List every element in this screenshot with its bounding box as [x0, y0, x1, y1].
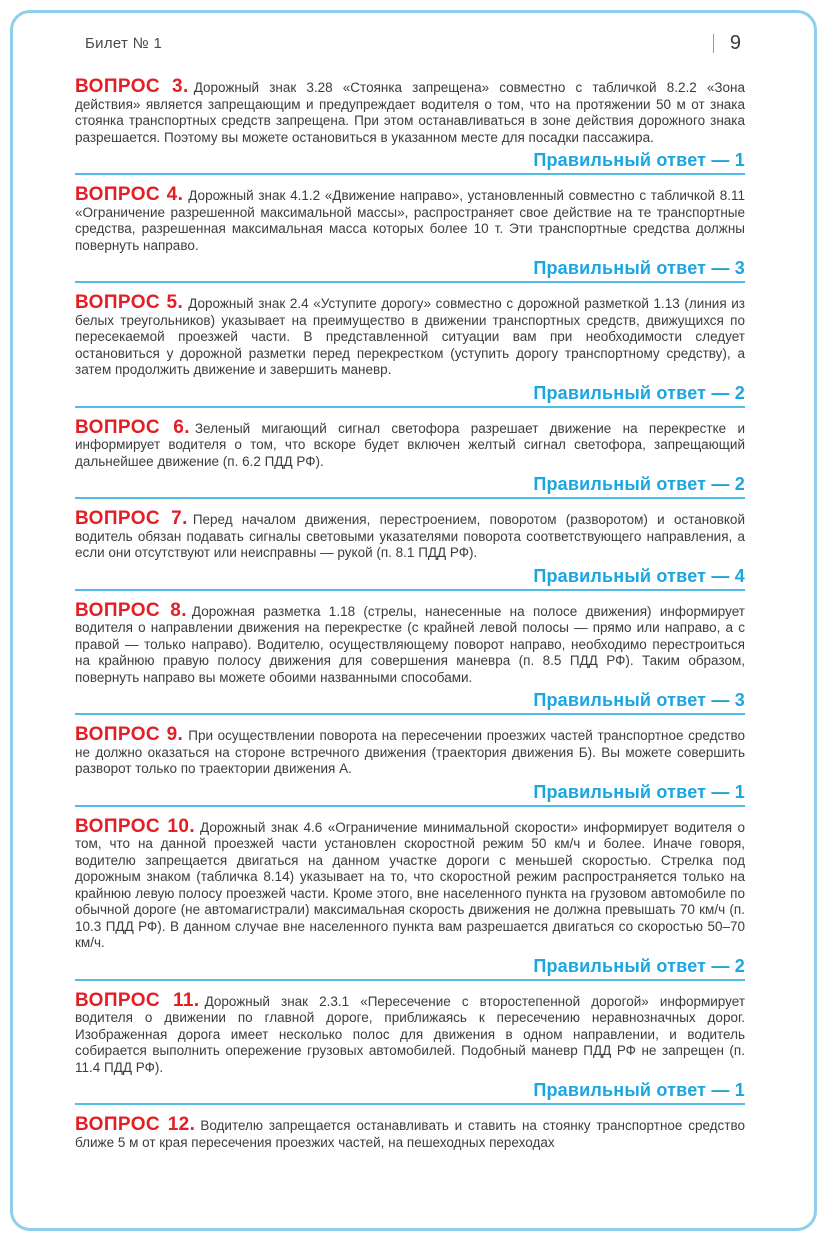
page-number-group [713, 32, 741, 55]
question-paragraph [75, 989, 745, 1077]
question-text: Дорожный знак 2.4 «Уступите дорогу» совместно с дорожной разметкой 1.13 (линия из белых треугольников) указывает на преимущество в движении транспортных средств, движущихся по пересекаемой проезжей части. В представленной ситуации вам при необходимости следует остановиться у дорожной разметки перед перекрестком (уступить дорогу транспортному средству), а затем продолжить движение и завершить маневр. [75, 296, 745, 377]
question-label: ВОПРОС 12. [75, 1114, 196, 1135]
page-number-divider [713, 34, 714, 53]
question-text: При осуществлении поворота на пересечении проезжих частей транспортное средство не должно оказаться на стороне встречного движения (траектория движения Б). Вы можете совершить разворот только по траектории движения А. [75, 728, 745, 776]
question-block [75, 599, 745, 716]
question-text: Дорожная разметка 1.18 (стрелы, нанесенные на полосе движения) информирует водителя о направлении движения на перекрестке (с крайней левой полосы — прямо или направо, а с правой — только направо). Водителю, осуществляющему поворот направо, необходимо перестроиться на крайнюю правую полосу движения для совершения маневра (п. 8.5 ПДД РФ). Таким образом, повернуть направо вы можете обоими названными способами. [75, 603, 745, 685]
question-label: ВОПРОС 6. [75, 416, 190, 438]
question-block [75, 1114, 746, 1151]
question-text: Перед началом движения, перестроением, поворотом (разворотом) и остановкой водитель обязан подавать сигналы световыми указателями поворота соответствующего направления, а если они отсутствуют или неисправны — рукой (п. 8.1 ПДД РФ). [75, 512, 745, 560]
answer-line: Правильный ответ — 2 [533, 474, 745, 494]
page-number: 9 [729, 32, 741, 54]
question-paragraph [75, 1114, 746, 1151]
question-block [75, 815, 745, 981]
answer-line: Правильный ответ — 4 [533, 565, 745, 586]
section-divider [75, 589, 745, 591]
answer-line: Правильный ответ — 3 [533, 258, 745, 278]
answer-line: Правильный ответ — 1 [533, 1080, 745, 1100]
question-block [75, 724, 745, 807]
question-block [75, 989, 745, 1106]
section-divider [75, 1103, 745, 1105]
question-label: ВОПРОС 5. [75, 292, 184, 313]
question-paragraph [75, 184, 745, 254]
question-paragraph [75, 599, 745, 687]
section-divider [75, 805, 745, 807]
section-divider [75, 713, 745, 715]
question-block [75, 184, 745, 283]
section-divider [75, 281, 745, 283]
question-text: Дорожный знак 3.28 «Стоянка запрещена» совместно с табличкой 8.2.2 «Зона действия» является запрещающим и предупреждает водителя о том, что на протяжении 50 м от знака стоянка транспортных средств запрещена. При этом останавливаться в зоне действия дорожного знака разрешается. Поэтому вы можете остановиться в указанном месте для посадки пассажира. [75, 80, 745, 145]
answer-line: Правильный ответ — 1 [533, 781, 745, 802]
answer-line: Правильный ответ — 3 [533, 690, 745, 710]
question-label: ВОПРОС 10. [75, 815, 196, 837]
question-paragraph [75, 508, 745, 562]
question-paragraph [75, 724, 745, 778]
answer-line: Правильный ответ — 2 [533, 382, 745, 403]
question-label: ВОПРОС 7. [75, 508, 188, 529]
question-label: ВОПРОС 9. [75, 724, 184, 745]
question-label: ВОПРОС 4. [75, 184, 184, 205]
booklet-title: Билет № 1 [85, 35, 163, 52]
question-text: Зеленый мигающий сигнал светофора разрешает движение на перекрестке и информирует водителя о том, что вскоре будет включен желтый сигнал светофора, запрещающий дальнейшее движение (п. 6.2 ПДД РФ). [75, 420, 745, 469]
question-text: Дорожный знак 4.6 «Ограничение минимальной скорости» информирует водителя о том, что на данной проезжей части установлен скоростной режим 50 км/ч и более. Иначе говоря, водителю запрещается двигаться на данном участке дороги с меньшей скоростью. Стрелка под дорожным знаком (табличка 8.14) указывает на то, что скоростной режим распространяется только на крайнюю левую полосу проезжей части. Кроме этого, вне населенного пункта на грузовом автомобиле по обычной дороге (не автомагистрали) максимальная скорость движения не должна превышать 70 км/ч (п. 10.3 ПДД РФ). В данном случае вне населенного пункта вам разрешается двигаться со скоростью 50–70 км/ч. [75, 819, 745, 950]
question-paragraph [75, 292, 745, 379]
question-block [75, 292, 745, 408]
answer-line: Правильный ответ — 2 [533, 955, 745, 976]
question-block [75, 76, 745, 175]
question-block [75, 416, 745, 500]
question-label: ВОПРОС 3. [75, 76, 189, 97]
answer-line: Правильный ответ — 1 [533, 150, 745, 170]
question-paragraph [75, 815, 745, 952]
section-divider [75, 979, 745, 981]
section-divider [75, 173, 745, 175]
section-divider [75, 497, 745, 499]
question-label: ВОПРОС 8. [75, 599, 187, 621]
question-block [75, 508, 745, 591]
question-paragraph [75, 76, 745, 146]
question-label: ВОПРОС 11. [75, 989, 200, 1011]
question-text: Водителю запрещается останавливать и ставить на стоянку транспортное средство ближе 5 м от края пересечения проезжих частей, на пешеходных переходах [75, 1118, 746, 1150]
question-text: Дорожный знак 2.3.1 «Пересечение с второстепенной дорогой» информирует водителя о движении по главной дороге, приближаясь к пересечению неравнозначных дорог. Изображенная дорога имеет несколько полос для движения в одном направлении, и водитель собирается выполнить опережение грузовых автомобилей. Подобный маневр ПДД РФ не запрещен (п. 11.4 ПДД РФ). [75, 993, 745, 1075]
question-paragraph [75, 416, 745, 471]
question-text: Дорожный знак 4.1.2 «Движение направо», установленный совместно с табличкой 8.11 «Ограничение разрешенной максимальной массы», распространяет свое действие на те транспортные средства, разрешенная максимальная масса которых более 10 т. Эти транспортные средства должны повернуть направо. [75, 188, 745, 253]
section-divider [75, 406, 745, 408]
page-header [85, 32, 741, 55]
